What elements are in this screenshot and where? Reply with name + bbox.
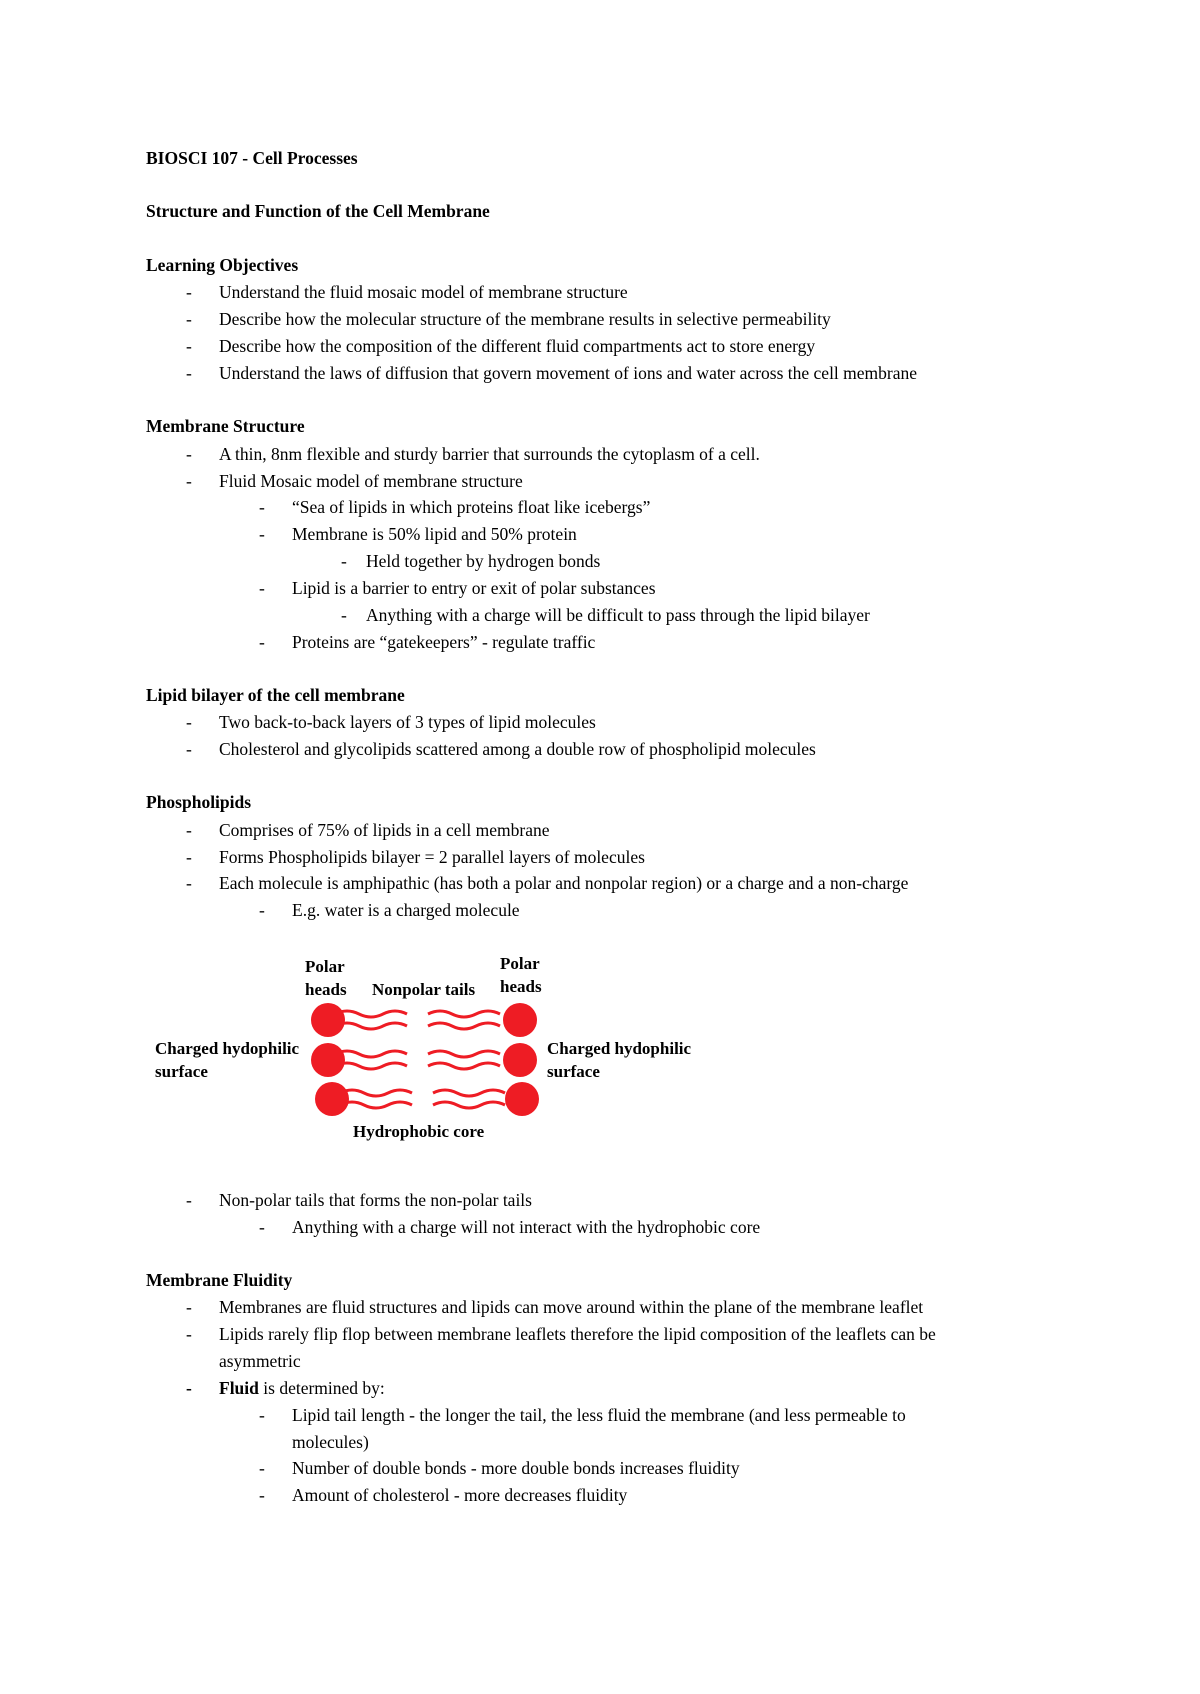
bullet-dash: -: [186, 363, 192, 383]
bullet-dash: -: [186, 282, 192, 302]
list-item: Membrane is 50% lipid and 50% protein: [292, 524, 577, 544]
list-item: Number of double bonds - more double bonds increases fluidity: [292, 1458, 740, 1478]
tail-row-1-right: [428, 1011, 500, 1029]
tail-row-1-left: [335, 1011, 407, 1029]
list-item: Anything with a charge will not interact with the hydrophobic core: [292, 1217, 761, 1237]
bullet-dash: -: [186, 847, 192, 867]
polar-head: [311, 1043, 345, 1077]
list-item-continuation: asymmetric: [219, 1351, 301, 1371]
phospholipids-heading: Phospholipids: [146, 792, 252, 812]
bullet-dash: -: [341, 551, 347, 571]
diagram-label-charged-left: Charged hydophilic: [155, 1039, 300, 1058]
bullet-dash: -: [259, 1217, 265, 1237]
polar-head: [311, 1003, 345, 1037]
diagram-label-hydrophobic-core: Hydrophobic core: [353, 1122, 485, 1141]
bullet-dash: -: [259, 632, 265, 652]
learning-objectives-heading: Learning Objectives: [146, 255, 299, 275]
bullet-dash: -: [259, 1458, 265, 1478]
bullet-dash: -: [186, 820, 192, 840]
list-item: Membranes are fluid structures and lipids can move around within the plane of the membrane leaflet: [219, 1297, 924, 1317]
list-item: Two back-to-back layers of 3 types of lipid molecules: [219, 712, 596, 732]
diagram-label-surface-right: surface: [547, 1062, 600, 1081]
membrane-fluidity-heading: Membrane Fluidity: [146, 1270, 293, 1290]
bullet-dash: -: [186, 712, 192, 732]
diagram-label-heads-right: heads: [500, 977, 542, 996]
bullet-dash: -: [341, 605, 347, 625]
list-item: Lipid is a barrier to entry or exit of polar substances: [292, 578, 656, 598]
list-item: E.g. water is a charged molecule: [292, 900, 520, 920]
diagram-label-surface-left: surface: [155, 1062, 208, 1081]
list-item: Describe how the composition of the different fluid compartments act to store energy: [219, 336, 816, 356]
list-item: Proteins are “gatekeepers” - regulate traffic: [292, 632, 596, 652]
tail-row-3-left: [340, 1090, 412, 1108]
diagram-label-charged-right: Charged hydophilic: [547, 1039, 692, 1058]
list-item: Non-polar tails that forms the non-polar tails: [219, 1190, 532, 1210]
lipid-tails: [335, 1011, 505, 1108]
bullet-dash: -: [259, 497, 265, 517]
fluid-term: Fluid: [219, 1378, 259, 1398]
polar-head: [505, 1082, 539, 1116]
bullet-dash: -: [186, 309, 192, 329]
membrane-structure-heading: Membrane Structure: [146, 416, 305, 436]
list-item: [219, 1377, 385, 1399]
fluid-term-rest: is determined by:: [258, 1378, 385, 1398]
document-title: Structure and Function of the Cell Membrane: [146, 201, 490, 221]
bullet-dash: -: [186, 1378, 192, 1398]
bullet-dash: -: [259, 1405, 265, 1425]
tail-row-3-right: [433, 1090, 505, 1108]
phospholipid-bilayer-diagram: [150, 950, 720, 1145]
polar-heads: [311, 1003, 539, 1116]
polar-head: [503, 1043, 537, 1077]
list-item: Anything with a charge will be difficult to pass through the lipid bilayer: [366, 605, 870, 625]
polar-head: [315, 1082, 349, 1116]
bullet-dash: -: [186, 336, 192, 356]
bullet-dash: -: [186, 739, 192, 759]
tail-row-2-right: [428, 1051, 500, 1069]
list-item: Fluid Mosaic model of membrane structure: [219, 471, 523, 491]
list-item: Each molecule is amphipathic (has both a polar and nonpolar region) or a charge and a non-charge: [219, 873, 909, 893]
list-item: Lipid tail length - the longer the tail, the less fluid the membrane (and less permeable to: [292, 1405, 906, 1425]
bullet-dash: -: [186, 1297, 192, 1317]
list-item: Describe how the molecular structure of the membrane results in selective permeability: [219, 309, 831, 329]
diagram-label-nonpolar-tails: Nonpolar tails: [372, 980, 476, 999]
bullet-dash: -: [259, 1485, 265, 1505]
bullet-dash: -: [259, 578, 265, 598]
list-item: Held together by hydrogen bonds: [366, 551, 601, 571]
bullet-dash: -: [186, 444, 192, 464]
bullet-dash: -: [259, 900, 265, 920]
bullet-dash: -: [186, 1324, 192, 1344]
bullet-dash: -: [186, 1190, 192, 1210]
diagram-label-polar-right: Polar: [500, 954, 540, 973]
tail-row-2-left: [335, 1051, 407, 1069]
list-item: Cholesterol and glycolipids scattered among a double row of phospholipid molecules: [219, 739, 816, 759]
list-item: “Sea of lipids in which proteins float like icebergs”: [292, 497, 651, 517]
diagram-label-polar-left: Polar: [305, 957, 345, 976]
list-item: Forms Phospholipids bilayer = 2 parallel layers of molecules: [219, 847, 645, 867]
list-item: Understand the fluid mosaic model of membrane structure: [219, 282, 628, 302]
polar-head: [503, 1003, 537, 1037]
list-item-continuation: molecules): [292, 1432, 369, 1452]
diagram-label-heads-left: heads: [305, 980, 347, 999]
course-title: BIOSCI 107 - Cell Processes: [146, 148, 358, 168]
list-item: Lipids rarely flip flop between membrane leaflets therefore the lipid composition of the leaflets can be: [219, 1324, 936, 1344]
bullet-dash: -: [186, 471, 192, 491]
bullet-dash: -: [186, 873, 192, 893]
list-item: Amount of cholesterol - more decreases fluidity: [292, 1485, 628, 1505]
list-item: Understand the laws of diffusion that govern movement of ions and water across the cell membrane: [219, 363, 918, 383]
list-item: Comprises of 75% of lipids in a cell membrane: [219, 820, 550, 840]
list-item: A thin, 8nm flexible and sturdy barrier that surrounds the cytoplasm of a cell.: [219, 444, 760, 464]
bullet-dash: -: [259, 524, 265, 544]
lipid-bilayer-heading: Lipid bilayer of the cell membrane: [146, 685, 405, 705]
